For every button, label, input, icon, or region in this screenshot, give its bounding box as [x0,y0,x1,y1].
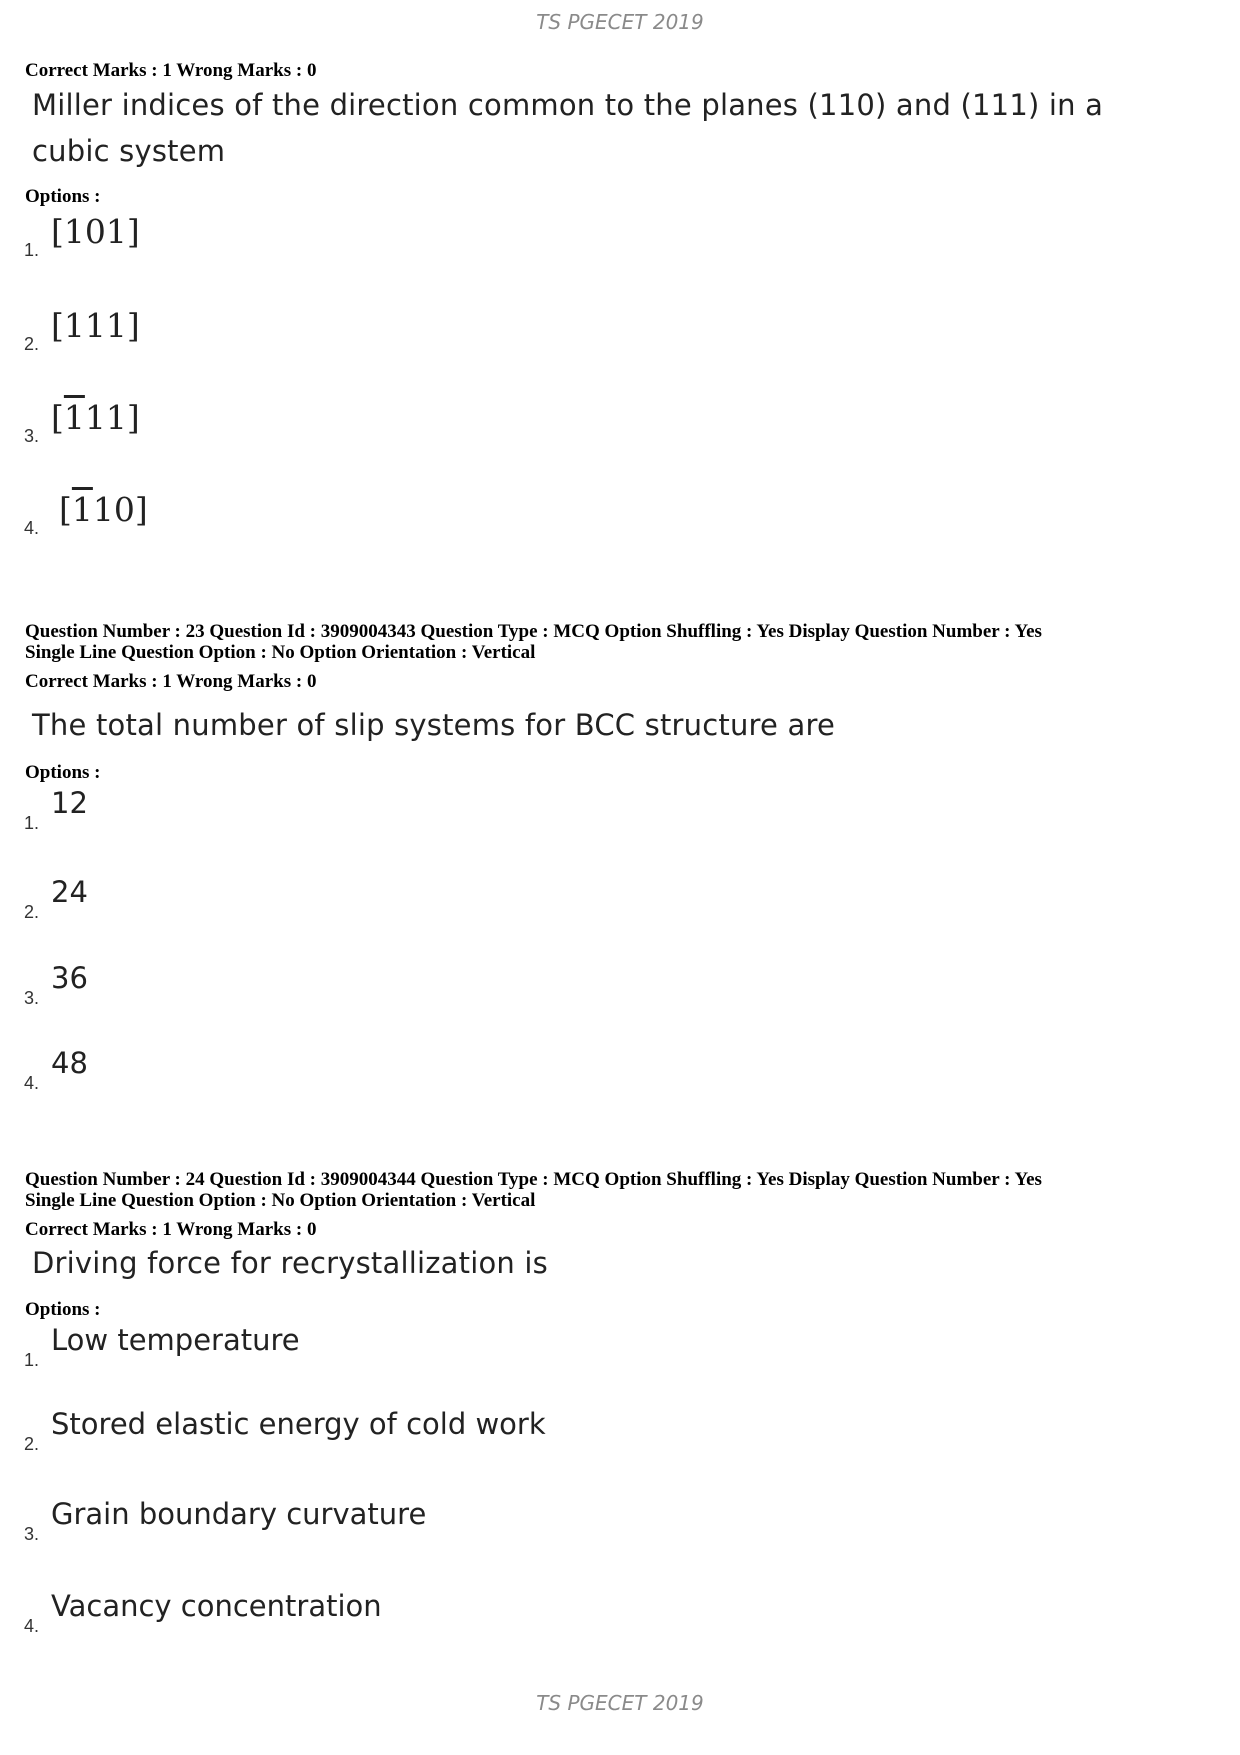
option-text: [101] [51,212,140,251]
q23-marks: Correct Marks : 1 Wrong Marks : 0 [25,671,317,692]
q23-options-label: Options : [25,762,101,783]
q23-option-2 [24,875,88,923]
option-text: [110] [59,490,148,529]
option-number: 4. [24,1073,40,1093]
page-header: TS PGECET 2019 [536,10,704,34]
q23-option-1 [24,786,88,834]
option-number: 2. [24,902,40,922]
q22-option-1 [24,212,140,261]
option-number: 4. [24,1616,40,1636]
q23-question: The total number of slip systems for BCC structure are [32,708,835,742]
q22-question-line2: cubic system [32,134,226,168]
option-text: 24 [51,875,88,909]
q22-question-line1: Miller indices of the direction common to the planes (110) and (111) in a [32,88,1104,122]
option-number: 1. [24,813,40,833]
option-number: 1. [24,240,40,260]
option-number: 2. [24,334,40,354]
option-number: 3. [24,1524,40,1544]
option-number: 1. [24,1350,40,1370]
q22-option-4 [24,490,148,539]
option-text: 36 [51,961,88,995]
option-text: Vacancy concentration [51,1589,382,1623]
q24-marks: Correct Marks : 1 Wrong Marks : 0 [25,1219,317,1240]
q24-options-label: Options : [25,1299,101,1320]
q24-option-1 [24,1323,300,1371]
q22-option-2 [24,306,140,355]
option-number: 4. [24,518,40,538]
q24-option-2 [24,1407,546,1455]
q24-meta-line2: Single Line Question Option : No Option Orientation : Vertical [25,1190,536,1211]
option-number: 2. [24,1434,40,1454]
q24-option-3 [24,1497,427,1545]
option-text: 48 [51,1046,88,1080]
q22-option-3 [24,398,140,447]
q24-question: Driving force for recrystallization is [32,1246,548,1280]
q24-option-4 [24,1589,382,1637]
q22-marks: Correct Marks : 1 Wrong Marks : 0 [25,60,317,81]
option-text: [111] [51,306,140,345]
q24-meta-line1: Question Number : 24 Question Id : 3909004344 Question Type : MCQ Option Shuffling : Yes Display Question Number : Yes [25,1169,1042,1190]
option-text: Stored elastic energy of cold work [51,1407,546,1441]
page-footer: TS PGECET 2019 [536,1691,704,1715]
q22-options-label: Options : [25,186,101,207]
option-text: [111] [51,398,140,437]
option-text: 12 [51,786,88,820]
q23-meta-line1: Question Number : 23 Question Id : 3909004343 Question Type : MCQ Option Shuffling : Yes Display Question Number : Yes [25,621,1042,642]
q23-option-4 [24,1046,88,1094]
option-text: Grain boundary curvature [51,1497,427,1531]
option-text: Low temperature [51,1323,300,1357]
option-number: 3. [24,988,40,1008]
q23-meta-line2: Single Line Question Option : No Option Orientation : Vertical [25,642,536,663]
q23-option-3 [24,961,88,1009]
option-number: 3. [24,426,40,446]
